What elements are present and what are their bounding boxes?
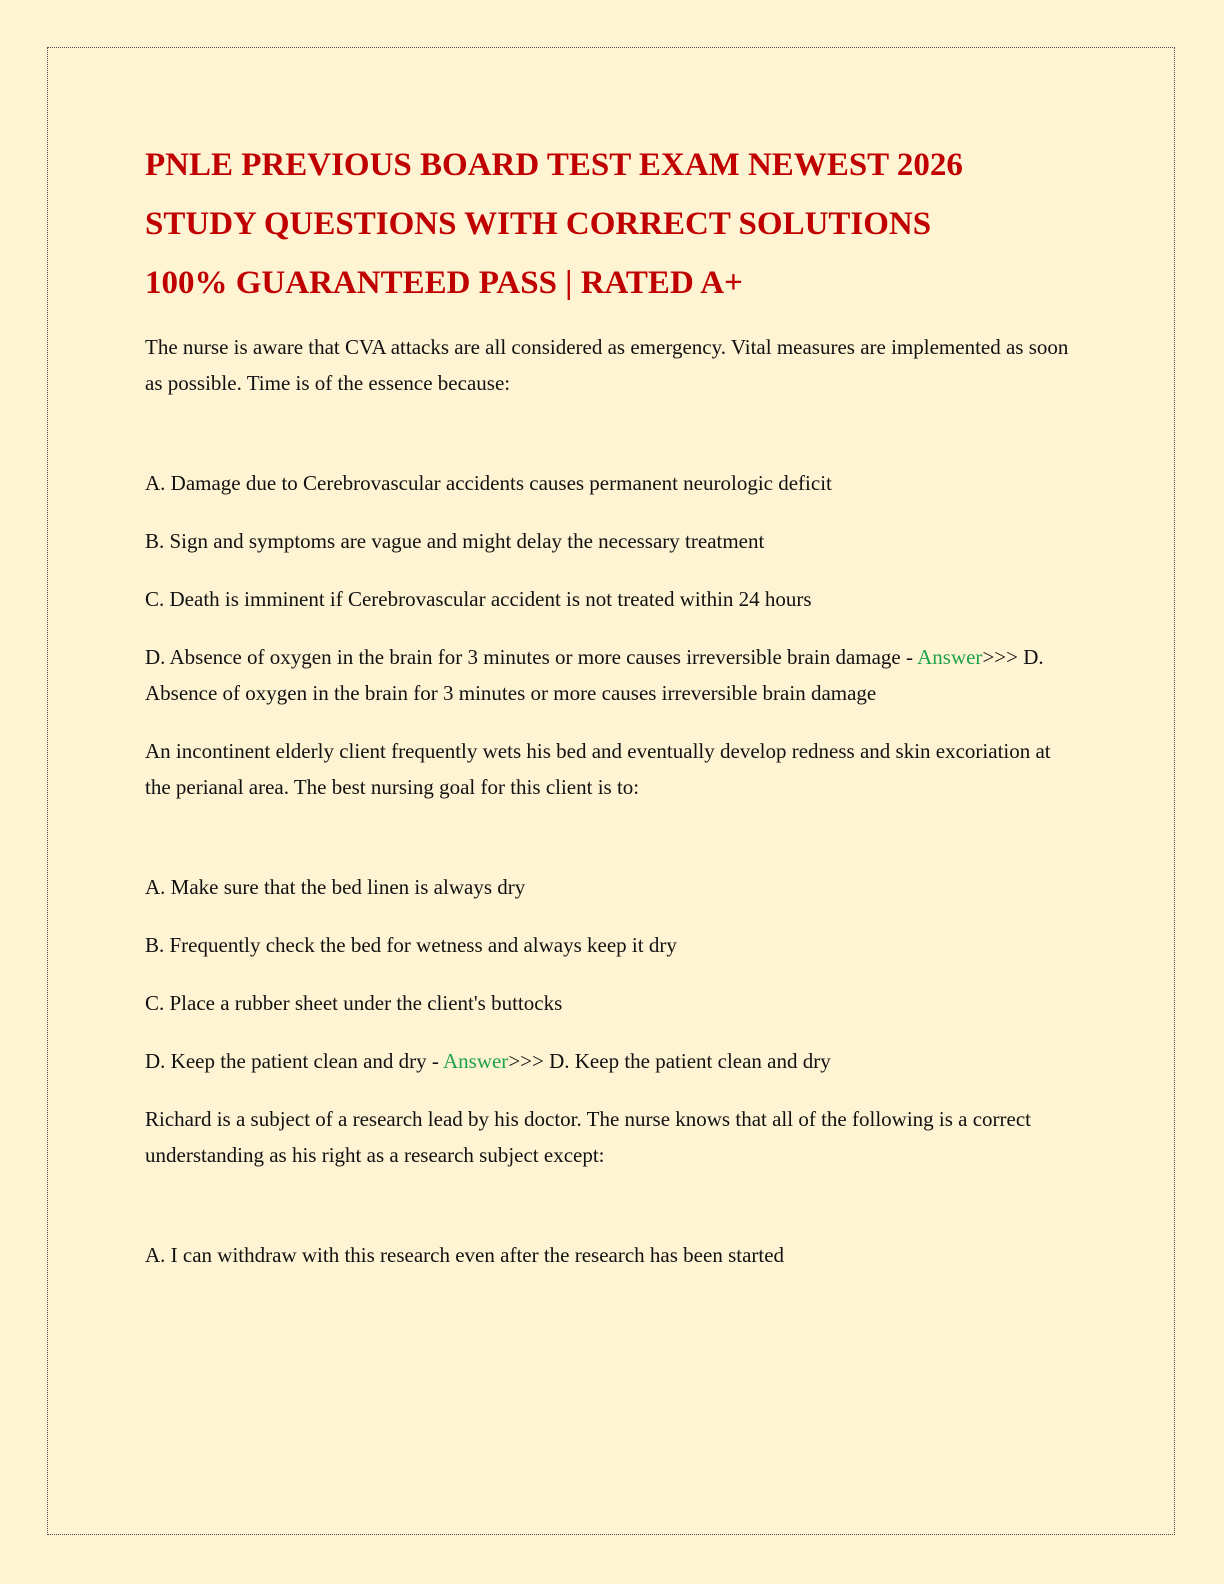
question-2-stem: An incontinent elderly client frequently wets his bed and eventually develop redness and skin excoriation at the perianal area. The best nursing goal for this client is to: <box>145 739 1051 799</box>
title-line-2: STUDY QUESTIONS WITH CORRECT SOLUTIONS <box>145 206 932 242</box>
question-1-answer: D. Absence of oxygen in the brain for 3 minutes or more causes irreversible brain damage <box>145 645 1044 705</box>
question-2-option-c: C. Place a rubber sheet under the client's buttocks <box>145 991 563 1015</box>
question-1-option-a: A. Damage due to Cerebrovascular accidents causes permanent neurologic deficit <box>145 471 832 495</box>
question-1-option-d: D. Absence of oxygen in the brain for 3 minutes or more causes irreversible brain damage - Answer>>> D. Absence of oxygen in the brain for 3 minutes or more causes irreversible brain damage <box>145 645 1044 705</box>
question-1-stem: The nurse is aware that CVA attacks are all considered as emergency. Vital measures are implemented as soon as possible. Time is of the essence because: <box>145 335 1069 395</box>
answer-label: Answer <box>442 1049 509 1073</box>
answer-arrow: >>> <box>508 1049 550 1073</box>
question-2-option-a: A. Make sure that the bed linen is always dry <box>145 875 526 899</box>
question-1-option-d-text: D. Absence of oxygen in the brain for 3 minutes or more causes irreversible brain damage <box>145 645 901 669</box>
document-body <box>145 136 1075 1295</box>
question-1-option-b: B. Sign and symptoms are vague and might delay the necessary treatment <box>145 529 765 553</box>
question-3-stem: Richard is a subject of a research lead by his doctor. The nurse knows that all of the following is a correct understanding as his right as a research subject except: <box>145 1107 1032 1167</box>
question-3-option-a: A. I can withdraw with this research even after the research has been started <box>145 1243 785 1267</box>
document-title <box>145 136 1075 313</box>
question-2-option-d-text: D. Keep the patient clean and dry <box>145 1049 427 1073</box>
question-2-option-b: B. Frequently check the bed for wetness and always keep it dry <box>145 933 677 957</box>
title-line-3: 100% GUARANTEED PASS | RATED A+ <box>145 265 743 301</box>
question-1-option-c: C. Death is imminent if Cerebrovascular accident is not treated within 24 hours <box>145 587 812 611</box>
question-2-option-d: D. Keep the patient clean and dry - Answer>>> D. Keep the patient clean and dry <box>145 1049 831 1073</box>
question-2-answer: D. Keep the patient clean and dry <box>549 1049 831 1073</box>
answer-arrow: >>> <box>982 645 1024 669</box>
title-line-1: PNLE PREVIOUS BOARD TEST EXAM NEWEST 2026 <box>145 147 963 183</box>
answer-label: Answer <box>917 645 983 669</box>
